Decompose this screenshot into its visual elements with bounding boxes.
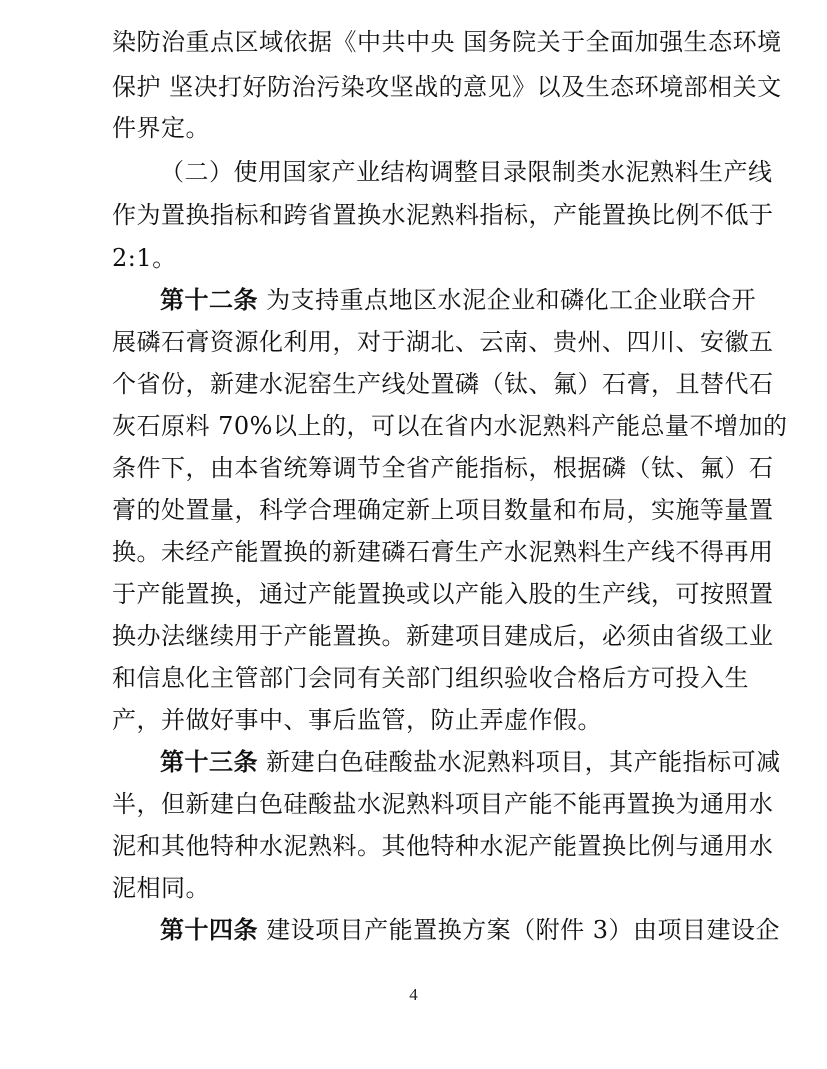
page-number: 4 bbox=[409, 985, 418, 1004]
text-line: 泥和其他特种水泥熟料。其他特种水泥产能置换比例与通用水 bbox=[112, 832, 774, 860]
text-line: 半，但新建白色硅酸盐水泥熟料项目产能不能再置换为通用水 bbox=[112, 790, 774, 818]
text-line: 展磷石膏资源化利用，对于湖北、云南、贵州、四川、安徽五 bbox=[112, 328, 774, 356]
article-heading: 第十三条 bbox=[160, 747, 258, 776]
article-fourteen-first-line bbox=[160, 910, 781, 950]
article-twelve-first-line bbox=[160, 280, 757, 320]
text-line: 产，并做好事中、事后监管，防止弄虚作假。 bbox=[112, 706, 602, 734]
text-line: 泥相同。 bbox=[112, 874, 210, 902]
article-thirteen-first-line bbox=[160, 742, 781, 782]
article-heading: 第十二条 bbox=[160, 285, 258, 314]
text-line: 膏的处置量，科学合理确定新上项目数量和布局，实施等量置 bbox=[112, 496, 774, 524]
text-line: 保护 坚决打好防治污染攻坚战的意见》以及生态环境部相关文 bbox=[112, 73, 782, 101]
text-line: 于产能置换，通过产能置换或以产能入股的生产线，可按照置 bbox=[112, 580, 774, 608]
text-line: 件界定。 bbox=[112, 114, 210, 142]
text-fragment: 为支持重点地区水泥企业和磷化工企业联合开 bbox=[266, 286, 757, 314]
text-line: 个省份，新建水泥窑生产线处置磷（钛、氟）石膏，且替代石 bbox=[112, 370, 774, 398]
text-line: 灰石原料 70%以上的，可以在省内水泥熟料产能总量不增加的 bbox=[112, 412, 788, 440]
text-line: 2:1。 bbox=[112, 244, 177, 272]
text-line: 换办法继续用于产能置换。新建项目建成后，必须由省级工业 bbox=[112, 622, 774, 650]
article-heading: 第十四条 bbox=[160, 915, 258, 944]
text-line: 和信息化主管部门会同有关部门组织验收合格后方可投入生 bbox=[112, 664, 749, 692]
text-line: 作为置换指标和跨省置换水泥熟料指标，产能置换比例不低于 bbox=[112, 201, 774, 229]
text-line: 条件下，由本省统筹调节全省产能指标，根据磷（钛、氟）石 bbox=[112, 454, 774, 482]
text-line: （二）使用国家产业结构调整目录限制类水泥熟料生产线 bbox=[160, 158, 773, 186]
text-fragment: 新建白色硅酸盐水泥熟料项目，其产能指标可减 bbox=[266, 748, 781, 776]
text-line: 染防治重点区域依据《中共中央 国务院关于全面加强生态环境 bbox=[112, 28, 782, 56]
text-line: 换。未经产能置换的新建磷石膏生产水泥熟料生产线不得再用 bbox=[112, 538, 774, 566]
text-fragment: 建设项目产能置换方案（附件 3）由项目建设企 bbox=[266, 916, 781, 944]
